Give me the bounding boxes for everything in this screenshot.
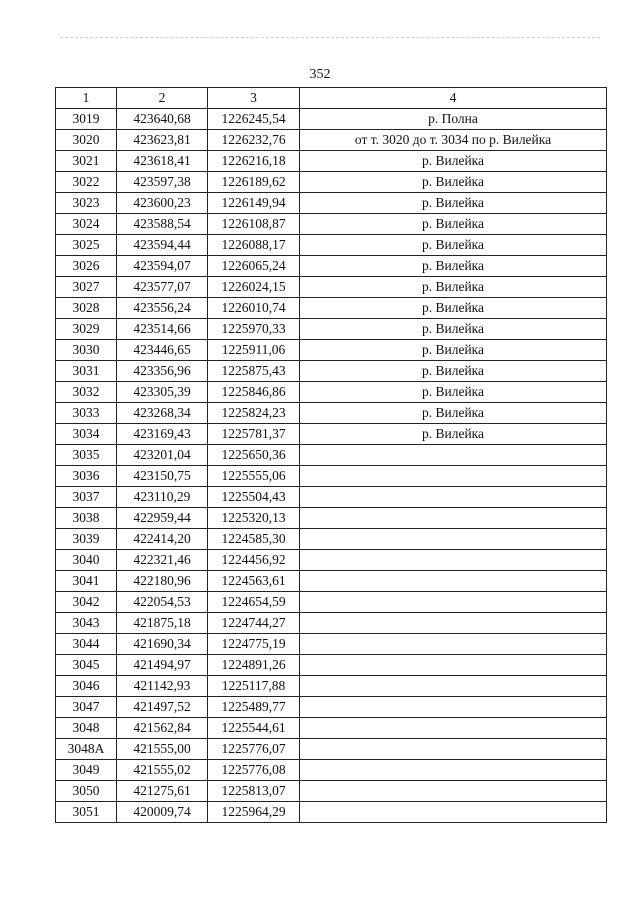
cell-x-coordinate: 421690,34	[117, 634, 208, 655]
cell-description	[300, 760, 607, 781]
cell-point-number: 3032	[56, 382, 117, 403]
cell-point-number: 3028	[56, 298, 117, 319]
cell-description: р. Вилейка	[300, 172, 607, 193]
cell-point-number: 3044	[56, 634, 117, 655]
table-row	[56, 109, 607, 130]
cell-point-number: 3036	[56, 466, 117, 487]
table-row	[56, 592, 607, 613]
cell-y-coordinate: 1226216,18	[208, 151, 300, 172]
cell-description	[300, 466, 607, 487]
cell-x-coordinate: 423594,07	[117, 256, 208, 277]
cell-description	[300, 445, 607, 466]
table-row	[56, 235, 607, 256]
cell-x-coordinate: 423514,66	[117, 319, 208, 340]
cell-x-coordinate: 420009,74	[117, 802, 208, 823]
table-row	[56, 424, 607, 445]
cell-y-coordinate: 1225776,08	[208, 760, 300, 781]
cell-description: р. Вилейка	[300, 382, 607, 403]
cell-point-number: 3051	[56, 802, 117, 823]
cell-y-coordinate: 1225555,06	[208, 466, 300, 487]
cell-description: р. Вилейка	[300, 424, 607, 445]
cell-x-coordinate: 423594,44	[117, 235, 208, 256]
cell-x-coordinate: 423556,24	[117, 298, 208, 319]
table-row	[56, 172, 607, 193]
table-row	[56, 382, 607, 403]
table-row	[56, 130, 607, 151]
cell-y-coordinate: 1225489,77	[208, 697, 300, 718]
cell-point-number: 3025	[56, 235, 117, 256]
cell-description: р. Вилейка	[300, 340, 607, 361]
cell-y-coordinate: 1224585,30	[208, 529, 300, 550]
table-row	[56, 634, 607, 655]
cell-x-coordinate: 421562,84	[117, 718, 208, 739]
cell-description	[300, 655, 607, 676]
cell-point-number: 3027	[56, 277, 117, 298]
table-row	[56, 319, 607, 340]
cell-description: от т. 3020 до т. 3034 по р. Вилейка	[300, 130, 607, 151]
cell-y-coordinate: 1226088,17	[208, 235, 300, 256]
cell-x-coordinate: 423446,65	[117, 340, 208, 361]
cell-description: р. Вилейка	[300, 298, 607, 319]
cell-x-coordinate: 421494,97	[117, 655, 208, 676]
cell-description	[300, 487, 607, 508]
cell-x-coordinate: 423600,23	[117, 193, 208, 214]
cell-description	[300, 697, 607, 718]
cell-y-coordinate: 1225117,88	[208, 676, 300, 697]
cell-point-number: 3037	[56, 487, 117, 508]
table-row	[56, 508, 607, 529]
cell-point-number: 3043	[56, 613, 117, 634]
cell-point-number: 3047	[56, 697, 117, 718]
cell-description	[300, 592, 607, 613]
cell-description: р. Вилейка	[300, 193, 607, 214]
cell-x-coordinate: 421142,93	[117, 676, 208, 697]
cell-y-coordinate: 1226189,62	[208, 172, 300, 193]
cell-description: р. Вилейка	[300, 319, 607, 340]
coordinates-table	[55, 87, 607, 823]
cell-y-coordinate: 1226024,15	[208, 277, 300, 298]
cell-point-number: 3049	[56, 760, 117, 781]
table-row	[56, 697, 607, 718]
cell-point-number: 3023	[56, 193, 117, 214]
column-header-description: 4	[300, 88, 607, 109]
cell-y-coordinate: 1225650,36	[208, 445, 300, 466]
cell-point-number: 3039	[56, 529, 117, 550]
scan-artifact-line	[60, 37, 600, 38]
cell-x-coordinate: 423577,07	[117, 277, 208, 298]
table-row	[56, 298, 607, 319]
cell-x-coordinate: 423623,81	[117, 130, 208, 151]
cell-y-coordinate: 1224744,27	[208, 613, 300, 634]
cell-description: р. Вилейка	[300, 277, 607, 298]
cell-point-number: 3033	[56, 403, 117, 424]
cell-description: р. Вилейка	[300, 151, 607, 172]
cell-y-coordinate: 1225846,86	[208, 382, 300, 403]
cell-point-number: 3019	[56, 109, 117, 130]
cell-x-coordinate: 422414,20	[117, 529, 208, 550]
cell-x-coordinate: 421875,18	[117, 613, 208, 634]
table-row	[56, 802, 607, 823]
cell-description: р. Вилейка	[300, 235, 607, 256]
cell-point-number: 3034	[56, 424, 117, 445]
table-row	[56, 277, 607, 298]
cell-y-coordinate: 1226245,54	[208, 109, 300, 130]
column-header-x: 2	[117, 88, 208, 109]
table-row	[56, 739, 607, 760]
cell-x-coordinate: 423356,96	[117, 361, 208, 382]
table-row	[56, 676, 607, 697]
cell-y-coordinate: 1225544,61	[208, 718, 300, 739]
table-row	[56, 718, 607, 739]
cell-description: р. Вилейка	[300, 256, 607, 277]
cell-point-number: 3050	[56, 781, 117, 802]
cell-description	[300, 676, 607, 697]
cell-x-coordinate: 421555,02	[117, 760, 208, 781]
cell-y-coordinate: 1225504,43	[208, 487, 300, 508]
cell-point-number: 3042	[56, 592, 117, 613]
cell-y-coordinate: 1226010,74	[208, 298, 300, 319]
cell-x-coordinate: 421555,00	[117, 739, 208, 760]
table-row	[56, 760, 607, 781]
page-number: 352	[309, 67, 331, 82]
table-row	[56, 571, 607, 592]
cell-x-coordinate: 423110,29	[117, 487, 208, 508]
cell-description: р. Вилейка	[300, 214, 607, 235]
cell-y-coordinate: 1225320,13	[208, 508, 300, 529]
cell-point-number: 3048А	[56, 739, 117, 760]
table-row	[56, 445, 607, 466]
cell-point-number: 3035	[56, 445, 117, 466]
cell-description	[300, 550, 607, 571]
column-header-y: 3	[208, 88, 300, 109]
cell-y-coordinate: 1225911,06	[208, 340, 300, 361]
cell-point-number: 3040	[56, 550, 117, 571]
table-row	[56, 214, 607, 235]
cell-description	[300, 613, 607, 634]
cell-y-coordinate: 1225964,29	[208, 802, 300, 823]
cell-x-coordinate: 423268,34	[117, 403, 208, 424]
cell-description	[300, 781, 607, 802]
cell-x-coordinate: 422180,96	[117, 571, 208, 592]
cell-x-coordinate: 423588,54	[117, 214, 208, 235]
cell-x-coordinate: 422321,46	[117, 550, 208, 571]
cell-y-coordinate: 1225970,33	[208, 319, 300, 340]
cell-x-coordinate: 421497,52	[117, 697, 208, 718]
cell-description	[300, 802, 607, 823]
table-row	[56, 193, 607, 214]
cell-point-number: 3048	[56, 718, 117, 739]
table-row	[56, 613, 607, 634]
cell-description	[300, 718, 607, 739]
cell-x-coordinate: 423640,68	[117, 109, 208, 130]
cell-description	[300, 508, 607, 529]
cell-x-coordinate: 423597,38	[117, 172, 208, 193]
cell-description	[300, 739, 607, 760]
cell-y-coordinate: 1226232,76	[208, 130, 300, 151]
table-row	[56, 340, 607, 361]
table-row	[56, 529, 607, 550]
cell-description: р. Вилейка	[300, 361, 607, 382]
table-row	[56, 361, 607, 382]
table-row	[56, 403, 607, 424]
cell-y-coordinate: 1225776,07	[208, 739, 300, 760]
cell-point-number: 3021	[56, 151, 117, 172]
table-row	[56, 550, 607, 571]
cell-y-coordinate: 1226149,94	[208, 193, 300, 214]
table-row	[56, 655, 607, 676]
cell-y-coordinate: 1224775,19	[208, 634, 300, 655]
cell-point-number: 3026	[56, 256, 117, 277]
table-header-row	[56, 88, 607, 109]
cell-description	[300, 634, 607, 655]
cell-point-number: 3020	[56, 130, 117, 151]
cell-x-coordinate: 422959,44	[117, 508, 208, 529]
cell-point-number: 3041	[56, 571, 117, 592]
column-header-point: 1	[56, 88, 117, 109]
table-body	[56, 109, 607, 823]
cell-point-number: 3045	[56, 655, 117, 676]
table-row	[56, 151, 607, 172]
cell-point-number: 3038	[56, 508, 117, 529]
cell-x-coordinate: 421275,61	[117, 781, 208, 802]
cell-y-coordinate: 1225813,07	[208, 781, 300, 802]
cell-y-coordinate: 1226065,24	[208, 256, 300, 277]
cell-description: р. Вилейка	[300, 403, 607, 424]
cell-y-coordinate: 1224456,92	[208, 550, 300, 571]
cell-x-coordinate: 423169,43	[117, 424, 208, 445]
table-row	[56, 256, 607, 277]
cell-y-coordinate: 1226108,87	[208, 214, 300, 235]
table-row	[56, 466, 607, 487]
cell-point-number: 3031	[56, 361, 117, 382]
cell-point-number: 3024	[56, 214, 117, 235]
cell-y-coordinate: 1224563,61	[208, 571, 300, 592]
cell-point-number: 3030	[56, 340, 117, 361]
cell-y-coordinate: 1225875,43	[208, 361, 300, 382]
cell-x-coordinate: 423150,75	[117, 466, 208, 487]
cell-description: р. Полна	[300, 109, 607, 130]
cell-description	[300, 529, 607, 550]
cell-x-coordinate: 423201,04	[117, 445, 208, 466]
cell-x-coordinate: 422054,53	[117, 592, 208, 613]
cell-point-number: 3029	[56, 319, 117, 340]
cell-x-coordinate: 423618,41	[117, 151, 208, 172]
cell-y-coordinate: 1225781,37	[208, 424, 300, 445]
cell-point-number: 3022	[56, 172, 117, 193]
table-row	[56, 487, 607, 508]
cell-y-coordinate: 1224654,59	[208, 592, 300, 613]
table-row	[56, 781, 607, 802]
cell-y-coordinate: 1225824,23	[208, 403, 300, 424]
cell-y-coordinate: 1224891,26	[208, 655, 300, 676]
cell-x-coordinate: 423305,39	[117, 382, 208, 403]
cell-description	[300, 571, 607, 592]
cell-point-number: 3046	[56, 676, 117, 697]
